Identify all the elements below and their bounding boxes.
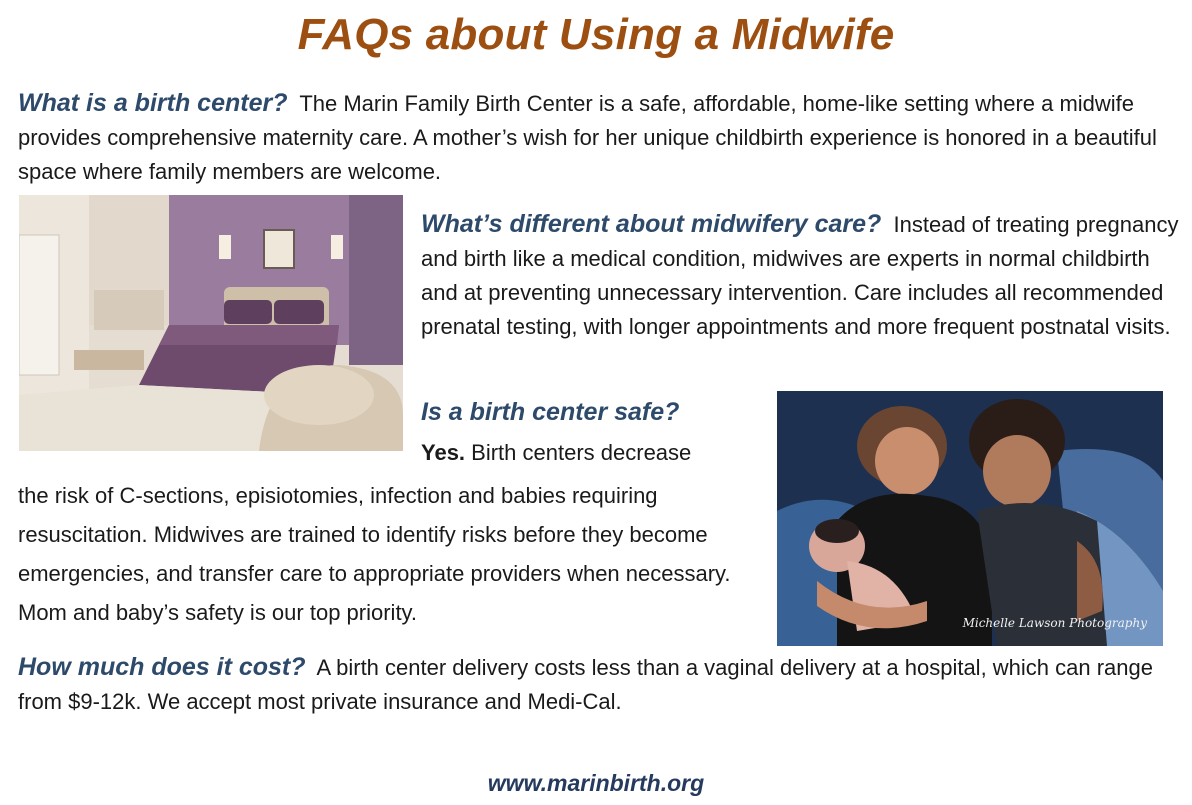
faq-midwifery-care [421,207,1181,344]
answer-lead: Yes. [421,440,466,465]
faq-question: How much does it cost? [18,653,306,681]
photo-credit: Michelle Lawson Photography [962,616,1147,630]
faq-cost [18,650,1183,719]
faq-question: What’s different about midwifery care? [421,210,882,238]
faq-answer: Birth centers decrease [471,440,692,465]
faq-safety-question [421,394,679,430]
website-link[interactable]: www.marinbirth.org [487,770,705,796]
faq-answer: The Marin Family Birth Center is a safe, affordable, home-like setting where a midwife provides comprehensive maternity care. A mother’s wish for her unique childbirth experience is honored in a beautiful space where family members are welcome. [18,91,1157,184]
faq-question: What is a birth center? [18,89,288,117]
faq-safety-answer-rest: the risk of C-sections, episiotomies, infection and babies requiring resuscitation. Midwives are trained to identify risks before they become emergencies, and transfer care to appropriate providers when necessary. Mom and baby’s safety is our top priority. [18,483,731,625]
faq-answer: Instead of treating pregnancy and birth like a medical condition, midwives are experts in normal childbirth and at preventing unnecessary intervention. Care includes all recommended prenatal testing, with longer appointments and more frequent postnatal visits. [421,212,1179,339]
faq-question: Is a birth center safe? [421,398,680,426]
page-title: FAQs about Using a Midwife [297,10,895,59]
faq-what-is-birth-center [18,86,1183,189]
faq-answer: A birth center delivery costs less than a vaginal delivery at a hospital, which can range from $9-12k. We accept most private insurance and Medi-Cal. [18,655,1153,714]
family-birth-photo [777,391,1163,646]
birth-center-room-photo [19,195,403,451]
faq-safety-answer-start [421,437,691,469]
